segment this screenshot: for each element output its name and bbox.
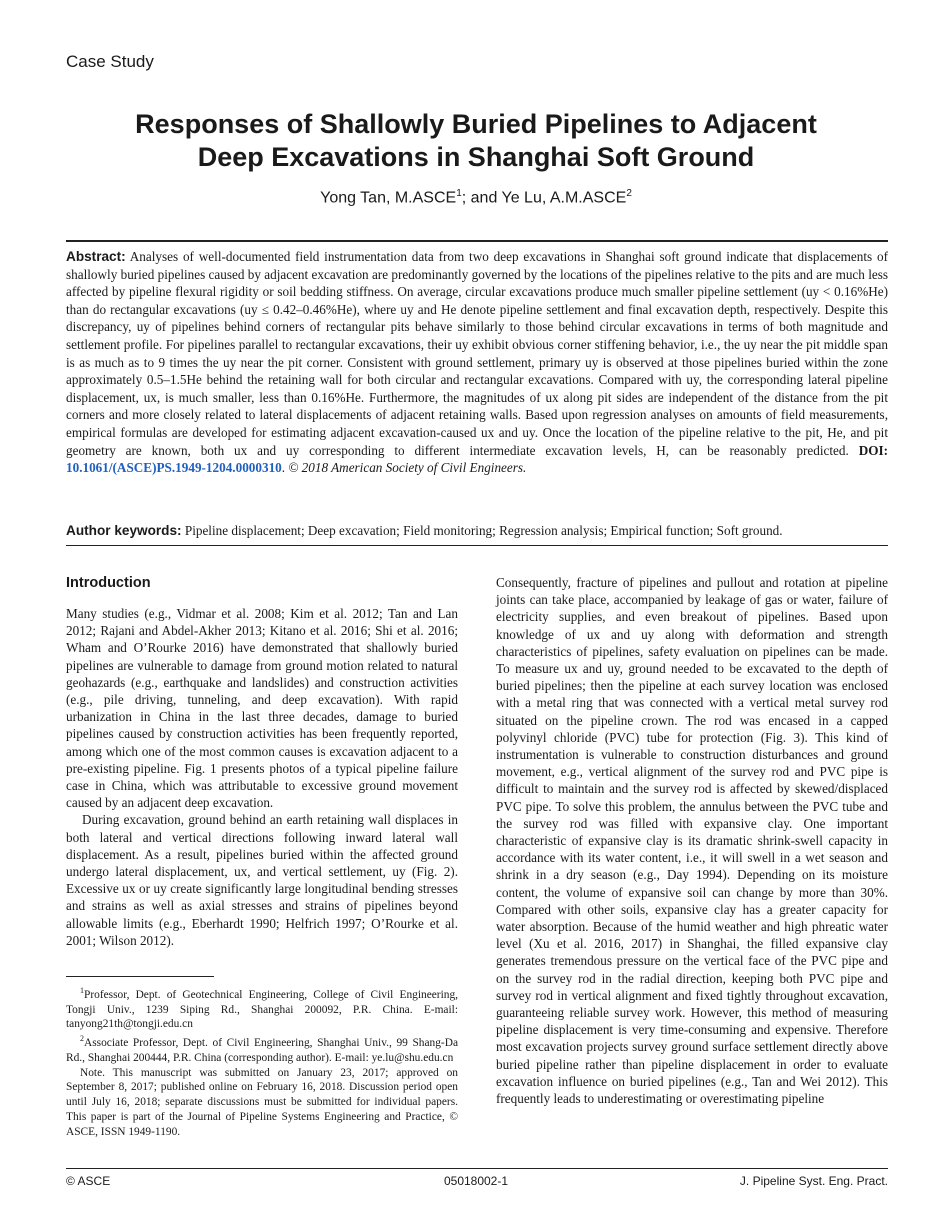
manuscript-note: Note. This manuscript was submitted on January 23, 2017; approved on September 8, 2017; published online on February 16, 2018. Discussion period open until July 16, 2018; separate discussions must be submitted for individual papers. This paper is part of the Journal of Pipeline Systems Engineering and Practice, © ASCE, ISSN 1949-1190. xyxy=(66,1066,458,1138)
footer-article-number: 05018002-1 xyxy=(443,1174,509,1188)
left-column xyxy=(66,605,458,949)
title-line-2: Deep Excavations in Shanghai Soft Ground xyxy=(197,142,755,172)
intro-paragraph-2: During excavation, ground behind an earth retaining wall displaces in both lateral and vertical directions following inward lateral wall displacement. As a result, pipelines buried within the affected ground undergo lateral displacement, ux, and vertical settlement, uy (Fig. 2). Excessive ux or uy create significantly large longitudinal bending stresses and strains as well as axial stresses and strains of pipelines beyond allowable limits (e.g., Eberhardt 1990; Helfrich 1997; O’Rourke et al. 2001; Wilson 2012). xyxy=(66,812,458,948)
right-column xyxy=(496,574,888,1107)
section-heading-introduction: Introduction xyxy=(66,575,151,591)
section-label: Case Study xyxy=(66,52,154,71)
abstract-text: Analyses of well-documented field instrumentation data from two deep excavations in Shanghai soft ground indicate that displacements of shallowly buried pipelines caused by adjacent excavation are predominantly governed by the locations of the pipelines relative to the pits and are much less affected by pipeline flexural rigidity or soil bedding stiffness. On average, circular excavations produce much smaller pipeline settlement (uy < 0.16%He) than do rectangular excavations (uy ≤ 0.42–0.46%He), where uy and He denote pipeline settlement and final excavation depth, respectively. Despite this discrepancy, uy of pipelines behind corners of rectangular pits behave similarly to those behind circular excavations in terms of both magnitude and settlement profile. For pipelines parallel to rectangular excavations, their uy exhibit obvious corner stiffening behavior, i.e., the uy near the pit middle span is as much as to 9 times the uy near the pit corner. Consistent with ground settlement, primary uy is observed at those pipelines buried within the zone approximately 0.5–1.5He behind the retaining wall for both circular and rectangular excavations. Compared with uy, the corresponding lateral pipeline displacement, ux, is much smaller, less than 0.16%He. Furthermore, the magnitudes of ux along pit sides are independent of the distance from the pit corners and more closely related to lateral displacements of adjacent retaining walls. Based upon regression analyses on amounts of field measurements, empirical formulas are developed for estimating adjacent excavation-caused ux and uy. Once the location of the pipeline relative to the pit, He, and pit geometry are known, both ux and uy corresponding to different intermediate excavation levels, H, can be reasonably predicted. xyxy=(66,249,888,458)
footnote-1: $^1$Professor, Dept. of Geotechnical Engineering, College of Civil Engineering, Tongji Univ., 1239 Siping Rd., Shanghai 200092, P.R. China. E-mail: tanyong21th@tongji.edu.cn xyxy=(66,986,458,1031)
author-line xyxy=(60,188,892,207)
keywords xyxy=(66,522,888,539)
doi-link[interactable]: 10.1061/(ASCE)PS.1949-1204.0000310 xyxy=(66,460,282,476)
keywords-text: Pipeline displacement; Deep excavation; Field monitoring; Regression analysis; Empirical function; Soft ground. xyxy=(184,523,783,538)
author-2-affil: 2 xyxy=(626,188,632,199)
author-1-affil: 1 xyxy=(456,188,462,199)
author-1: Yong Tan, M.ASCE xyxy=(320,189,457,207)
intro-paragraph-3: Consequently, fracture of pipelines and pullout and rotation at pipeline joints can take place, accompanied by leakage of gas or water, failure of electricity supplies, and even breakout of pipelines. Based upon knowledge of ux and uy along with deformation and strength characteristics of pipelines, safety evaluation on pipelines can be made. To measure ux and uy, ground needed to be excavated to the depth of buried pipelines; then the pipeline at each survey location was enclosed with a metal ring that was connected with a vertical metal survey rod situated on the pipeline crown. The rod was encased in a capped polyvinyl chloride (PVC) tube for protection (Fig. 3). This kind of instrumentation is vulnerable to construction disturbances and ground movement, e.g., vertical alignment of the survey rod and PVC pipe is difficult to maintain and the survey rod is affected by skewed/displaced PVC pipe. To solve this problem, the annulus between the PVC tube and the survey rod was filled with expansive clay. One important characteristic of expansive clay is its dramatic shrink-swell capacity in accordance with its water content, i.e., it will swell in a wet season and shrink in a dry season (e.g., Day 1994). Depending on its moisture content, the volume of expansive soil can change by more than 30%. Compared with other soils, expansive clay has a greater capacity for water absorption. Because of the humid weather and high phreatic water level (Xu et al. 2016, 2017) in Shanghai, the filled expansive clay generates tremendous pressure on the vertical face of the PVC pipe and on the survey rod in the radial direction, keeping both PVC pipe and survey rod in vertical alignment and fixed tightly throughout excavation, guaranteeing reliable survey work. However, this method of measuring pipeline displacement is very time-consuming and expensive. Therefore most excavation projects survey ground surface settlement directly above buried pipeline rather than pipeline displacement in order to evaluate excavation influence on buried pipelines (e.g., Tan and Wei 2012). This frequently leads to underestimating or overestimating pipeline xyxy=(496,575,888,1107)
keywords-rule xyxy=(66,545,888,546)
footer-copyright: © ASCE xyxy=(66,1174,111,1188)
abstract: Abstract: Analyses of well-documented field instrumentation data from two deep excavations in Shanghai soft ground indicate that displacements of shallowly buried pipelines caused by adjacent excavation are predominantly governed by the locations of the pipelines relative to the pits and are much less affected by pipeline flexural rigidity or soil bedding stiffness. On average, circular excavations produce much smaller pipeline settlement (uy < 0.16%He) than do rectangular excavations (uy ≤ 0.42–0.46%He), where uy and He denote pipeline settlement and final excavation depth, respectively. Despite this discrepancy, uy of pipelines behind corners of rectangular pits behave similarly to those behind circular excavations in terms of both magnitude and settlement profile. For pipelines parallel to rectangular excavations, their uy exhibit obvious corner stiffening behavior, i.e., the uy near the pit middle span is as much as to 9 times the uy near the pit corner. Consistent with ground settlement, primary uy is observed at those pipelines buried within the zone approximately 0.5–1.5He behind the retaining wall for both circular and rectangular excavations. Compared with uy, the corresponding lateral pipeline displacement, ux, is much smaller, less than 0.16%He. Furthermore, the magnitudes of ux along pit sides are independent of the distance from the pit corners and more closely related to lateral displacements of adjacent retaining walls. Based upon regression analyses on amounts of field measurements, empirical formulas are developed for estimating adjacent excavation-caused ux and uy. Once the location of the pipeline relative to the pit, He, and pit geometry are known, both ux and uy corresponding to different intermediate excavation levels, H, can be reasonably predicted. DOI: 10.1061/(ASCE)PS.1949-1204.0000310. © 2018 American Society of Civil Engineers. xyxy=(66,249,888,476)
copyright-notice: © 2018 American Society of Civil Engineers. xyxy=(288,460,527,476)
intro-paragraph-1: Many studies (e.g., Vidmar et al. 2008; Kim et al. 2012; Tan and Lan 2012; Rajani and Abdel-Akher 2013; Kitano et al. 2016; Shi et al. 2016; Wham and O’Rourke 2016) have demonstrated that shallowly buried pipelines are vulnerable to damage from ground motion related to natural geohazards (e.g., earthquake and landslides) and construction activities (e.g., pile driving, tunneling, and deep excavation). With rapid urbanization in China in the last three decades, damage to buried pipelines caused by construction activities has been frequently reported, among which one of the most common causes is excavation adjacent to a pre-existing pipeline. Fig. 1 presents photos of a typical pipeline failure case in China, which was attributable to excessive ground movement caused by an adjacent deep excavation. xyxy=(66,606,458,811)
footer-rule xyxy=(66,1168,888,1169)
keywords-label: Author keywords: xyxy=(66,523,182,538)
article-title xyxy=(60,108,892,174)
abstract-top-rule xyxy=(66,240,888,242)
footnotes xyxy=(66,984,458,1140)
title-line-1: Responses of Shallowly Buried Pipelines to Adjacent xyxy=(135,109,817,139)
abstract-label: Abstract: xyxy=(66,249,126,264)
footer-journal: J. Pipeline Syst. Eng. Pract. xyxy=(739,1174,888,1188)
doi-label: DOI: xyxy=(858,442,888,458)
footnote-rule xyxy=(66,976,214,977)
author-2: ; and Ye Lu, A.M.ASCE xyxy=(461,189,627,207)
footnote-2: $^2$Associate Professor, Dept. of Civil Engineering, Shanghai Univ., 99 Shang-Da Rd., Shanghai 200444, P.R. China (corresponding author). E-mail: ye.lu@shu.edu.cn xyxy=(66,1034,458,1064)
